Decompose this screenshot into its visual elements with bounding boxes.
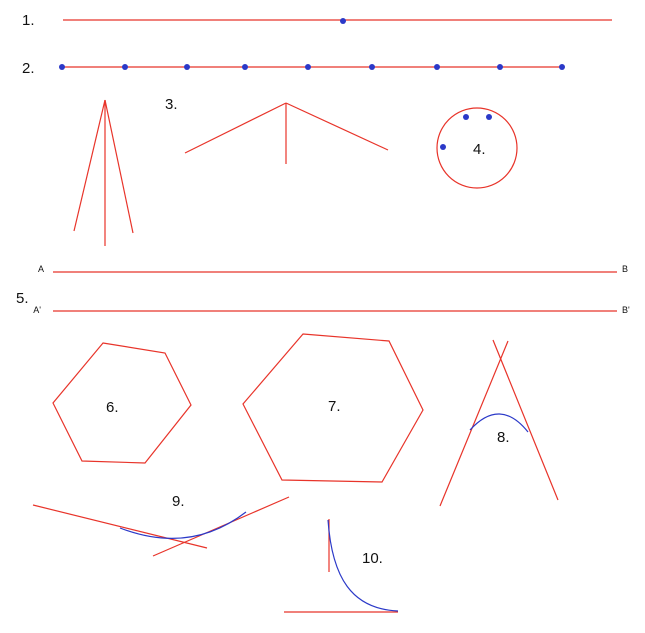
fig3a-line-0 bbox=[74, 100, 105, 231]
fig3b-line-0 bbox=[185, 103, 286, 153]
fig4-point-1 bbox=[463, 114, 469, 120]
figure-fig7 bbox=[243, 334, 423, 482]
fig2-label: 2. bbox=[22, 60, 35, 77]
fig5-endpoint-label-2: A' bbox=[33, 305, 41, 315]
fig1-point-0 bbox=[340, 18, 346, 24]
figure-shapes-group bbox=[16, 12, 630, 612]
fig10-label: 10. bbox=[362, 550, 383, 567]
fig9-curve-0 bbox=[120, 512, 246, 538]
fig5-endpoint-label-0: A bbox=[37, 264, 44, 274]
fig6-label: 6. bbox=[106, 399, 119, 416]
fig2-point-1 bbox=[122, 64, 128, 70]
fig2-point-6 bbox=[434, 64, 440, 70]
fig5-endpoint-label-3: B' bbox=[622, 305, 630, 315]
fig2-point-4 bbox=[305, 64, 311, 70]
fig2-point-3 bbox=[242, 64, 248, 70]
figure-fig6 bbox=[53, 343, 191, 463]
figure-fig3b bbox=[185, 103, 388, 164]
figure-fig2 bbox=[22, 60, 565, 77]
fig6-polygon-0 bbox=[53, 343, 191, 463]
fig8-line-0 bbox=[440, 341, 508, 506]
fig2-point-0 bbox=[59, 64, 65, 70]
fig1-label: 1. bbox=[22, 12, 35, 29]
figure-fig4 bbox=[437, 108, 517, 188]
fig5-label: 5. bbox=[16, 290, 29, 307]
fig3b-line-2 bbox=[286, 103, 388, 150]
figure-fig5 bbox=[16, 264, 630, 315]
figure-fig3a bbox=[74, 96, 178, 246]
fig2-point-7 bbox=[497, 64, 503, 70]
fig9-label: 9. bbox=[172, 493, 185, 510]
figure-fig1 bbox=[22, 12, 612, 29]
figure-fig9 bbox=[33, 493, 289, 556]
fig4-point-2 bbox=[486, 114, 492, 120]
fig9-line-0 bbox=[33, 505, 207, 548]
fig3a-label: 3. bbox=[165, 96, 178, 113]
fig4-point-0 bbox=[440, 144, 446, 150]
fig7-label: 7. bbox=[328, 398, 341, 415]
fig8-label: 8. bbox=[497, 429, 510, 446]
fig5-endpoint-label-1: B bbox=[622, 264, 629, 274]
fig8-line-1 bbox=[493, 340, 558, 500]
fig2-point-2 bbox=[184, 64, 190, 70]
fig2-point-8 bbox=[559, 64, 565, 70]
fig4-label: 4. bbox=[473, 141, 486, 158]
fig3a-line-2 bbox=[105, 100, 133, 233]
figure-fig8 bbox=[440, 340, 558, 506]
figure-fig10 bbox=[284, 519, 398, 612]
fig2-point-5 bbox=[369, 64, 375, 70]
